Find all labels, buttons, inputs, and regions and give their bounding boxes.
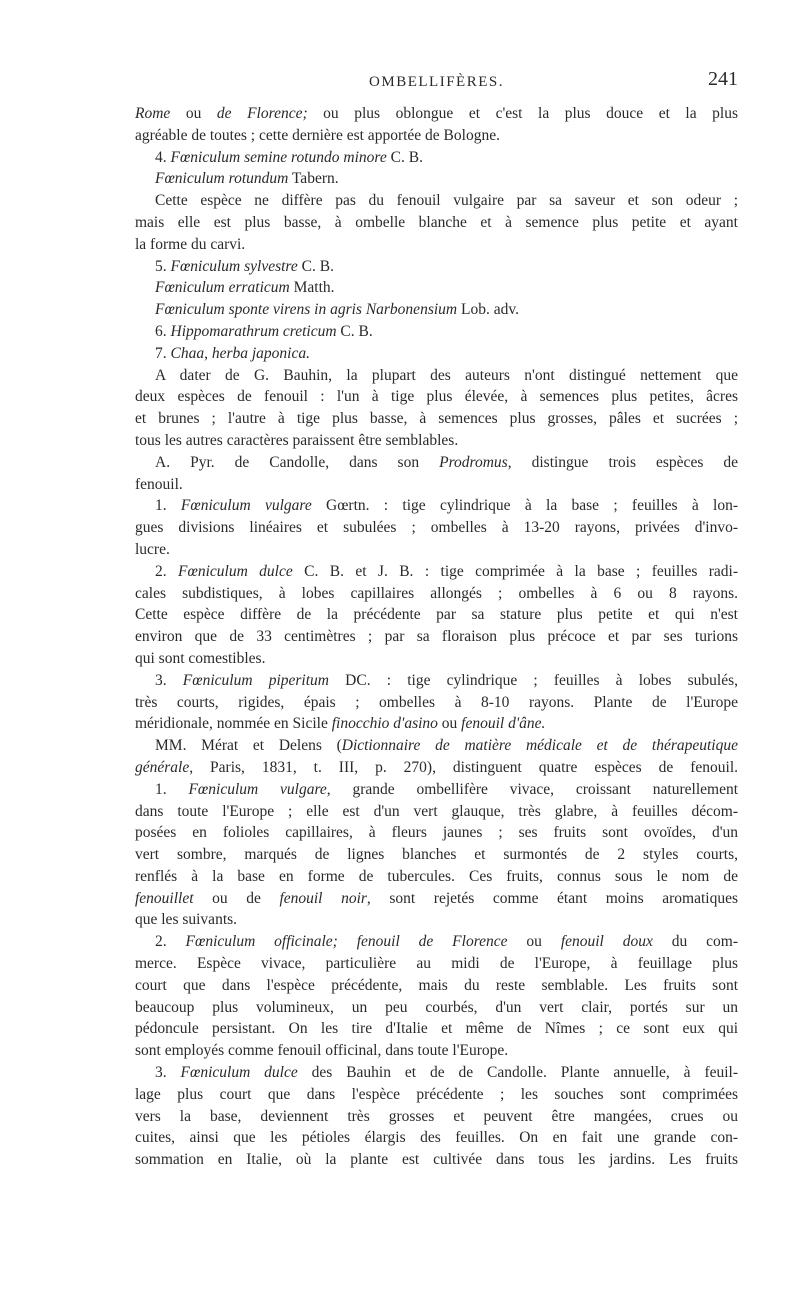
text-run: sont employés comme fenouil officinal, dans toute l'Europe. xyxy=(135,1042,509,1060)
text-line xyxy=(135,125,738,147)
italic-text: Fœniculum vulgare xyxy=(180,497,312,515)
text-run: , sont rejetés comme étant moins aromatiques xyxy=(366,889,738,907)
text-line xyxy=(135,517,738,539)
text-line xyxy=(135,779,738,801)
text-line xyxy=(135,909,738,931)
text-run: C. B. xyxy=(297,257,334,275)
text-line xyxy=(135,277,738,299)
text-line xyxy=(135,234,738,256)
text-run: que les suivants. xyxy=(135,911,238,929)
italic-text: Fœniculum dulce xyxy=(180,1064,298,1082)
italic-text: Fœniculum sponte virens in agris Narbonensium xyxy=(155,301,458,319)
text-run: Matth. xyxy=(289,279,335,297)
italic-text: Fœniculum piperitum xyxy=(182,671,329,689)
text-line xyxy=(135,321,738,343)
text-run: cuites, ainsi que les pétioles élargis des feuilles. On en fait une grande con- xyxy=(135,1129,738,1147)
text-line xyxy=(135,1127,738,1149)
text-line xyxy=(135,147,738,169)
text-line xyxy=(135,757,738,779)
text-run: beaucoup plus volumineux, un peu courbés, d'un vert clair, portés sur un xyxy=(135,998,738,1016)
text-run: 6. xyxy=(155,322,171,340)
text-run: environ que de 33 centimètres ; par sa floraison plus précoce et par ses turions xyxy=(135,628,738,646)
text-run: 3. xyxy=(155,671,183,689)
text-run: ou xyxy=(170,105,217,122)
text-run: dans toute l'Europe ; elle est d'un vert glauque, très glabre, à feuilles décom- xyxy=(135,802,738,820)
text-run: C. B. xyxy=(386,148,423,166)
text-run: gues divisions linéaires et subulées ; ombelles à 13-20 rayons, privées d'invo- xyxy=(135,519,738,537)
text-line xyxy=(135,953,738,975)
text-line xyxy=(135,430,738,452)
text-line xyxy=(135,1106,738,1128)
text-line xyxy=(135,1018,738,1040)
text-run: cales subdistiques, à lobes capillaires allongés ; ombelles à 6 ou 8 rayons. xyxy=(135,584,738,602)
text-run: 3. xyxy=(155,1064,181,1082)
text-line xyxy=(135,844,738,866)
text-run: ou xyxy=(437,715,462,733)
text-line xyxy=(135,256,738,278)
text-line xyxy=(135,539,738,561)
text-run: deux espèces de fenouil : l'un à tige plus élevée, à semences plus petites, âcres xyxy=(135,388,738,406)
text-run: ou xyxy=(507,933,561,951)
text-line xyxy=(135,888,738,910)
text-line xyxy=(135,692,738,714)
running-head: OMBELLIFÈRES. xyxy=(369,74,504,90)
text-run: très courts, rigides, épais ; ombelles à 8-10 rayons. Plante de l'Europe xyxy=(135,693,738,711)
text-run: ou plus oblongue et c'est la plus douce et la plus xyxy=(307,105,738,122)
text-run: A. Pyr. de Candolle, dans son xyxy=(155,453,440,471)
text-run: du com- xyxy=(652,933,738,951)
italic-text: fenouil doux xyxy=(560,933,653,951)
text-line xyxy=(135,1062,738,1084)
text-run: tous les autres caractères paraissent être semblables. xyxy=(135,431,459,449)
text-run: des Bauhin et de de Candolle. Plante annuelle, à feuil- xyxy=(297,1064,738,1082)
text-run: Lob. adv. xyxy=(457,301,519,319)
text-run: 4. xyxy=(155,148,171,166)
text-run: sommation en Italie, où la plante est cultivée dans tous les jardins. Les fruits xyxy=(135,1151,738,1169)
text-line xyxy=(135,822,738,844)
text-line xyxy=(135,212,738,234)
text-line xyxy=(135,735,738,757)
text-run: merce. Espèce vivace, particulière au midi de l'Europe, à feuillage plus xyxy=(135,955,738,973)
italic-text: fenouil noir xyxy=(279,889,367,907)
text-run: agréable de toutes ; cette dernière est apportée de Bologne. xyxy=(135,126,500,144)
text-run: Cette espèce diffère de la précédente par sa stature plus petite et qui n'est xyxy=(135,606,738,624)
text-run: court que dans l'espèce précédente, mais du reste semblable. Les fruits sont xyxy=(135,976,738,994)
text-line xyxy=(135,561,738,583)
text-run: posées en folioles capillaires, à fleurs jaunes ; ses fruits sont ovoïdes, d'un xyxy=(135,824,738,842)
text-run: renflés à la base en forme de tubercules. Ces fruits, connus sous le nom de xyxy=(135,867,738,885)
italic-text: Fœniculum dulce xyxy=(178,562,293,580)
page-body-text xyxy=(135,103,738,1213)
italic-text: Fœniculum erraticum xyxy=(155,279,290,297)
text-run: , grande ombellifère vivace, croissant naturellement xyxy=(326,780,738,798)
text-run: Tabern. xyxy=(288,170,339,188)
text-run: 1. xyxy=(155,497,181,515)
text-run: 2. xyxy=(155,933,186,951)
italic-text: de Florence; xyxy=(216,105,308,122)
text-line xyxy=(135,408,738,430)
text-run: DC. : tige cylindrique ; feuilles à lobes subulés, xyxy=(329,671,738,689)
text-line xyxy=(135,1040,738,1062)
text-line xyxy=(135,1149,738,1171)
text-run: pédoncule persistant. On les tire d'Italie et même de Nîmes ; ce sont eux qui xyxy=(135,1020,738,1038)
text-run: Gœrtn. : tige cylindrique à la base ; feuilles à lon- xyxy=(311,497,738,515)
italic-text: fenouil d'âne. xyxy=(461,715,546,733)
text-run: la forme du carvi. xyxy=(135,235,246,253)
text-run: vert sombre, marqués de lignes blanches et surmontés de 2 styles courts, xyxy=(135,846,738,864)
italic-text: Dictionnaire de matière médicale et de thérapeutique xyxy=(341,737,738,755)
italic-text: Prodromus xyxy=(439,453,508,471)
text-line xyxy=(135,168,738,190)
text-line xyxy=(135,386,738,408)
text-run: 2. xyxy=(155,562,179,580)
italic-text: Fœniculum sylvestre xyxy=(170,257,298,275)
text-line xyxy=(135,975,738,997)
text-line xyxy=(135,343,738,365)
text-run: 5. xyxy=(155,257,171,275)
text-line xyxy=(135,801,738,823)
text-line xyxy=(135,299,738,321)
italic-text: finocchio d'asino xyxy=(331,715,438,733)
italic-text: Fœniculum semine rotundo minore xyxy=(170,148,387,166)
italic-text: Rome xyxy=(135,105,171,122)
text-run: lucre. xyxy=(135,540,170,558)
italic-text: fenouillet xyxy=(135,889,194,907)
text-line xyxy=(135,670,738,692)
italic-text: Hippomarathrum creticum xyxy=(170,322,337,340)
text-run: A dater de G. Bauhin, la plupart des auteurs n'ont distingué nettement que xyxy=(155,366,738,384)
text-line xyxy=(135,604,738,626)
text-run: fenouil. xyxy=(135,475,183,493)
text-run: C. B. xyxy=(336,322,373,340)
text-run: ou de xyxy=(193,889,280,907)
text-run: mais elle est plus basse, à ombelle blanche et à semence plus petite et ayant xyxy=(135,213,738,231)
text-line xyxy=(135,190,738,212)
italic-text: Fœniculum vulgare xyxy=(188,780,327,798)
text-line xyxy=(135,866,738,888)
text-line xyxy=(135,648,738,670)
text-run: 7. xyxy=(155,344,171,362)
text-run: qui sont comestibles. xyxy=(135,649,266,667)
italic-text: Fœniculum officinale; fenouil de Florence xyxy=(185,933,508,951)
text-line xyxy=(135,452,738,474)
text-line xyxy=(135,495,738,517)
text-run: lage plus court que dans l'espèce précédente ; les souches sont comprimées xyxy=(135,1085,738,1103)
page-header xyxy=(135,68,738,98)
text-run: vers la base, deviennent très grosses et peuvent être mangées, crues ou xyxy=(135,1107,738,1125)
italic-text: générale xyxy=(135,758,190,776)
page-number: 241 xyxy=(708,68,738,90)
text-run: C. B. et J. B. : tige comprimée à la base ; feuilles radi- xyxy=(292,562,738,580)
italic-text: Fœniculum rotundum xyxy=(155,170,289,188)
text-run: MM. Mérat et Delens ( xyxy=(155,737,342,755)
text-line xyxy=(135,474,738,496)
text-line xyxy=(135,365,738,387)
text-run: 1. xyxy=(155,780,189,798)
text-run: Cette espèce ne diffère pas du fenouil vulgaire par sa saveur et son odeur ; xyxy=(155,192,738,210)
text-line xyxy=(135,997,738,1019)
text-line xyxy=(135,713,738,735)
text-line xyxy=(135,931,738,953)
text-line xyxy=(135,103,738,125)
text-line xyxy=(135,1084,738,1106)
text-line xyxy=(135,583,738,605)
text-line xyxy=(135,626,738,648)
text-run: , Paris, 1831, t. III, p. 270), distinguent quatre espèces de fenouil. xyxy=(189,758,738,776)
text-run: méridionale, nommée en Sicile xyxy=(135,715,332,733)
text-run: , distingue trois espèces de xyxy=(507,453,738,471)
italic-text: Chaa, herba japonica. xyxy=(170,344,310,362)
text-run: et brunes ; l'autre à tige plus basse, à semences plus grosses, pâles et sucrées ; xyxy=(135,410,738,428)
